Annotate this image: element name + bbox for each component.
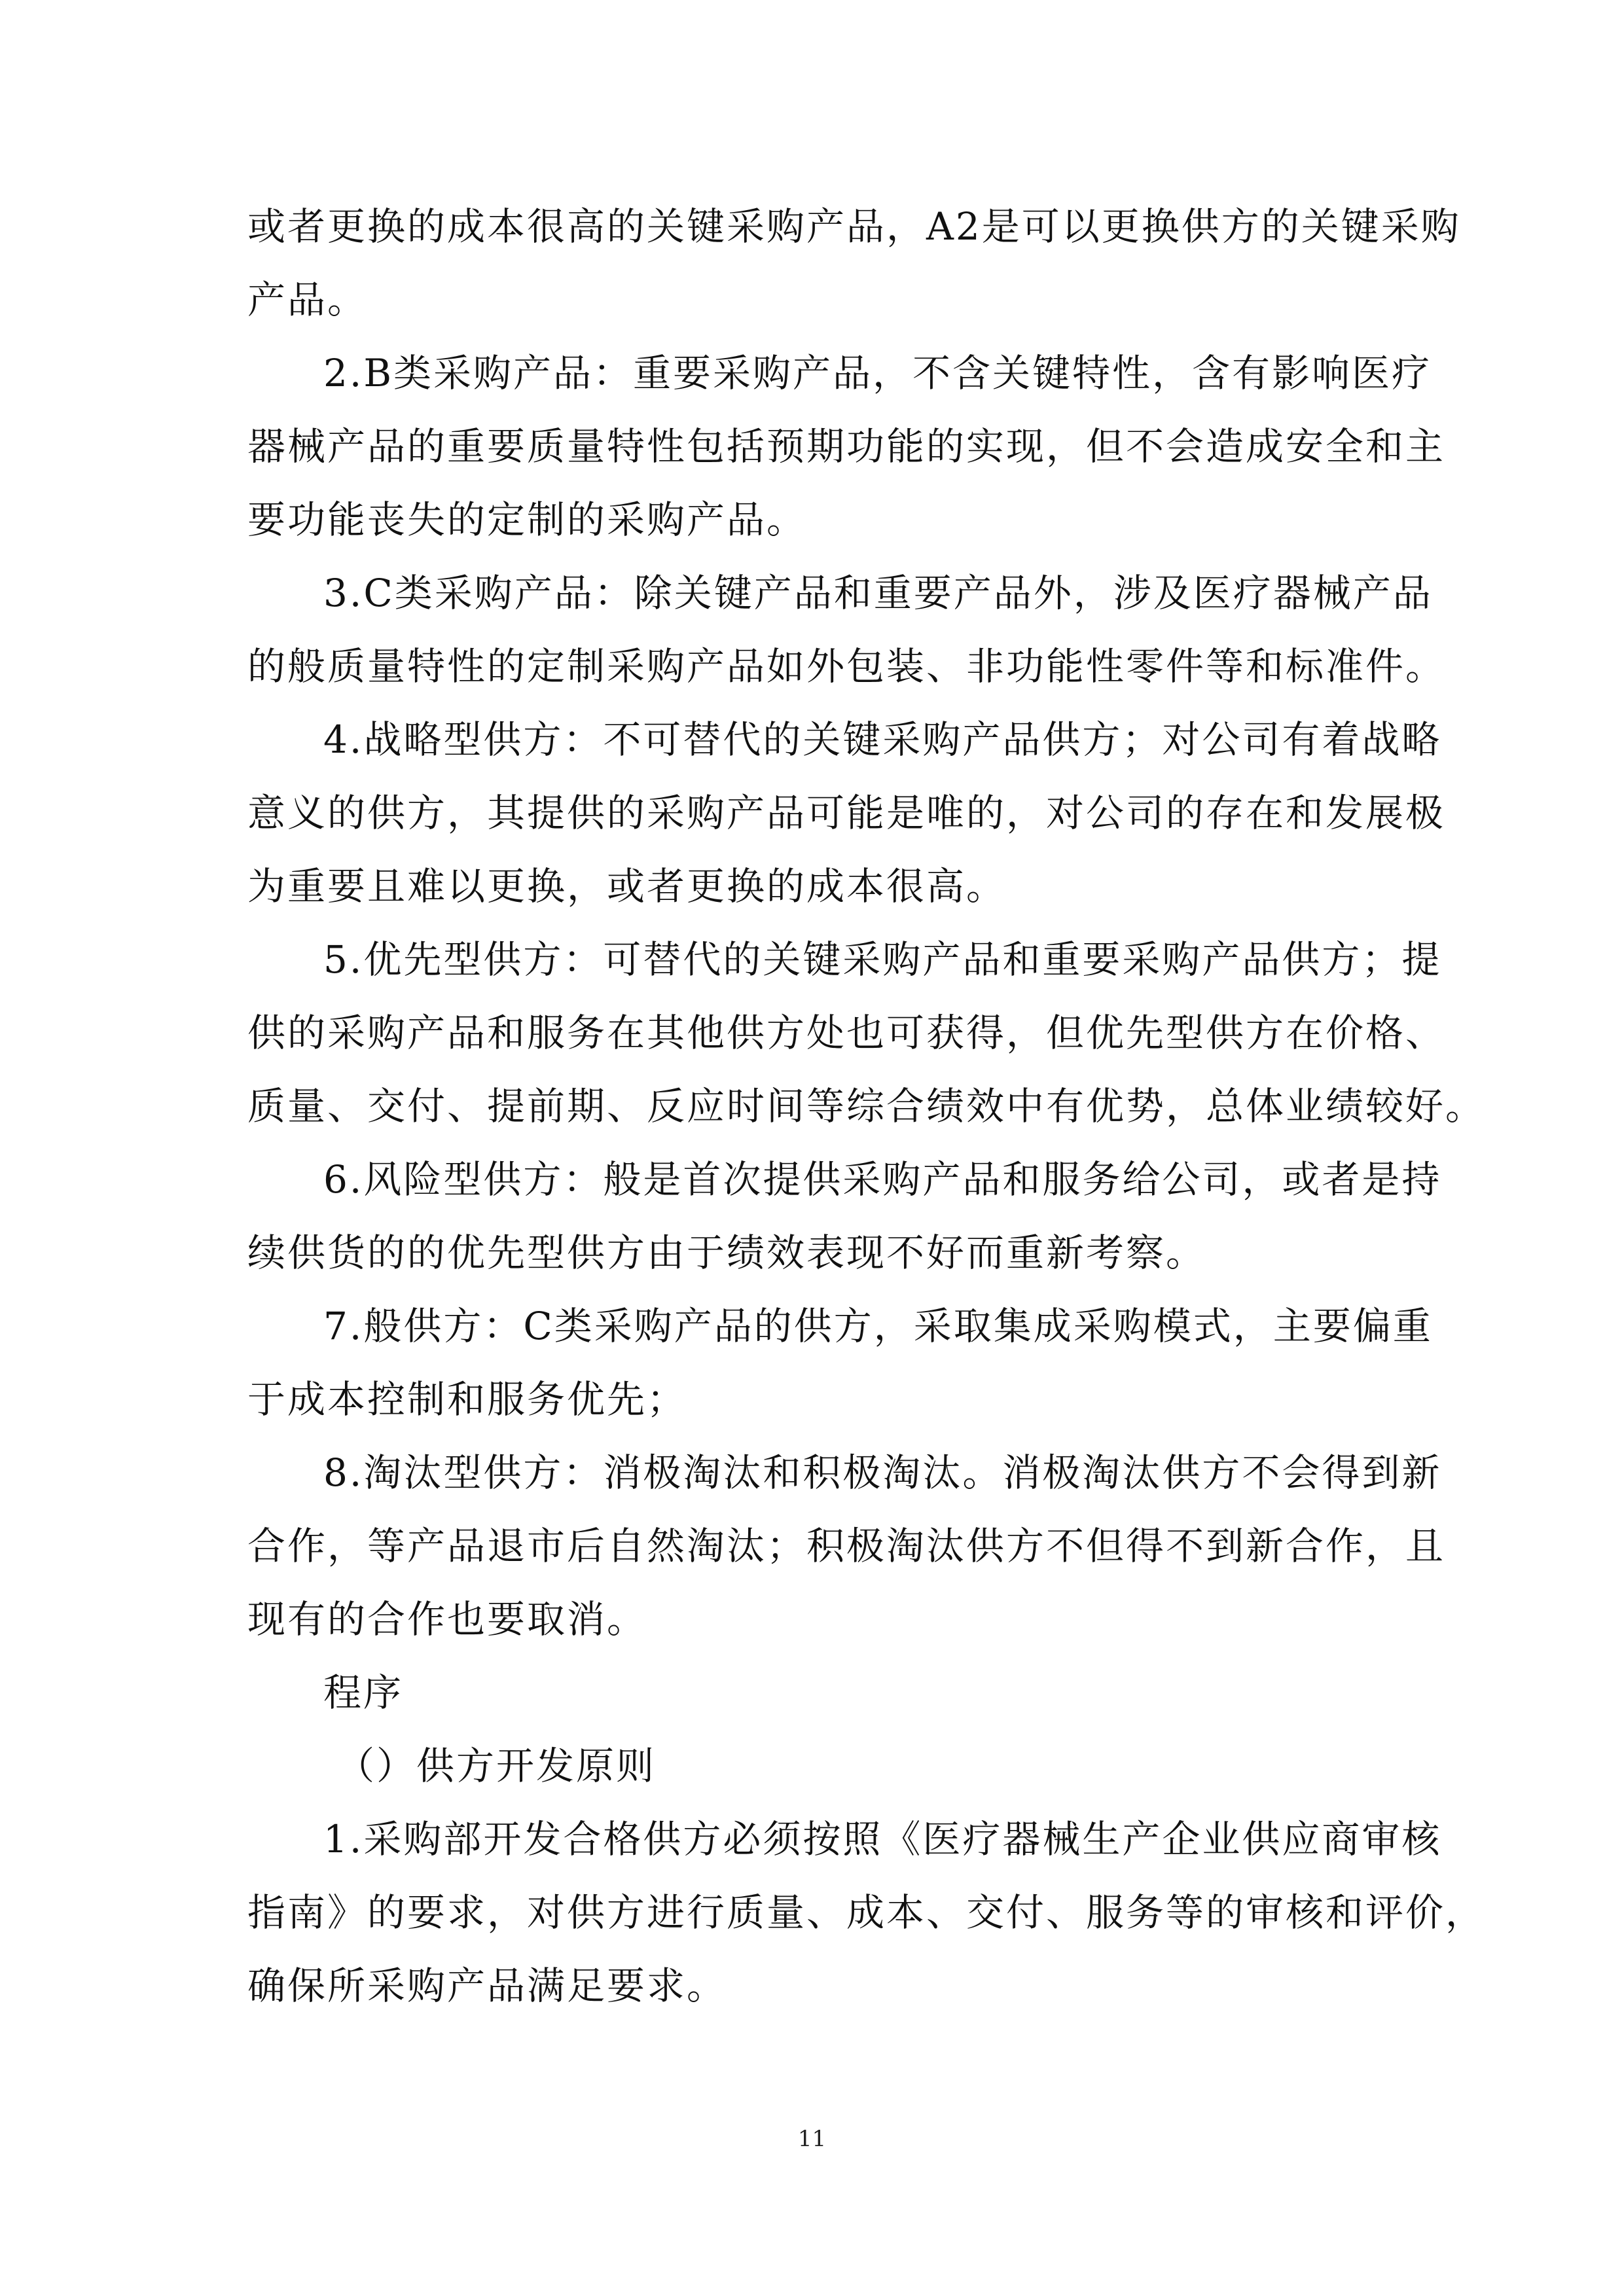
- text-line: 现有的合作也要取消。: [247, 1597, 647, 1641]
- text-line: 质量、交付、提前期、反应时间等综合绩效中有优势，总体业绩较好。: [247, 1084, 1486, 1128]
- text-line: 于成本控制和服务优先；: [247, 1377, 687, 1422]
- text-line: 指南》的要求，对供方进行质量、成本、交付、服务等的审核和评价，: [247, 1890, 1486, 1935]
- text-line: 8.淘汰型供方：消极淘汰和积极淘汰。消极淘汰供方不会得到新: [323, 1450, 1442, 1495]
- text-line: 确保所采购产品满足要求。: [247, 1964, 727, 2008]
- section-heading: 程序: [323, 1670, 404, 1715]
- text-line: 6.风险型供方：般是首次提供采购产品和服务给公司，或者是持: [323, 1157, 1442, 1202]
- text-line: 为重要且难以更换，或者更换的成本很高。: [247, 864, 1007, 908]
- text-line: 要功能丧失的定制的采购产品。: [247, 497, 807, 542]
- text-line: 器械产品的重要质量特性包括预期功能的实现，但不会造成安全和主: [247, 424, 1446, 469]
- text-line: 合作，等产品退市后自然淘汰；积极淘汰供方不但得不到新合作，且: [247, 1524, 1446, 1568]
- text-line: 5.优先型供方：可替代的关键采购产品和重要采购产品供方；提: [323, 937, 1442, 982]
- subsection-heading: （）供方开发原则: [336, 1744, 657, 1788]
- text-line: 1.采购部开发合格供方必须按照《医疗器械生产企业供应商审核: [323, 1817, 1442, 1861]
- text-line: 或者更换的成本很高的关键采购产品，A2是可以更换供方的关键采购: [247, 204, 1461, 249]
- text-line: 的般质量特性的定制采购产品如外包装、非功能性零件等和标准件。: [247, 644, 1446, 689]
- text-line: 续供货的的优先型供方由于绩效表现不好而重新考察。: [247, 1230, 1206, 1275]
- text-line: 7.般供方：C类采购产品的供方，采取集成采购模式，主要偏重: [323, 1304, 1433, 1348]
- text-line: 4.战略型供方：不可替代的关键采购产品供方；对公司有着战略: [323, 717, 1442, 762]
- text-line: 2.B类采购产品：重要采购产品，不含关键特性，含有影响医疗: [323, 351, 1432, 395]
- document-body: [247, 190, 1486, 2022]
- text-line: 意义的供方，其提供的采购产品可能是唯的，对公司的存在和发展极: [247, 791, 1446, 835]
- text-line: 供的采购产品和服务在其他供方处也可获得，但优先型供方在价格、: [247, 1011, 1446, 1055]
- text-line: 3.C类采购产品：除关键产品和重要产品外，涉及医疗器械产品: [323, 571, 1433, 615]
- text-line: 产品。: [247, 278, 368, 322]
- page-number: 11: [797, 2126, 827, 2152]
